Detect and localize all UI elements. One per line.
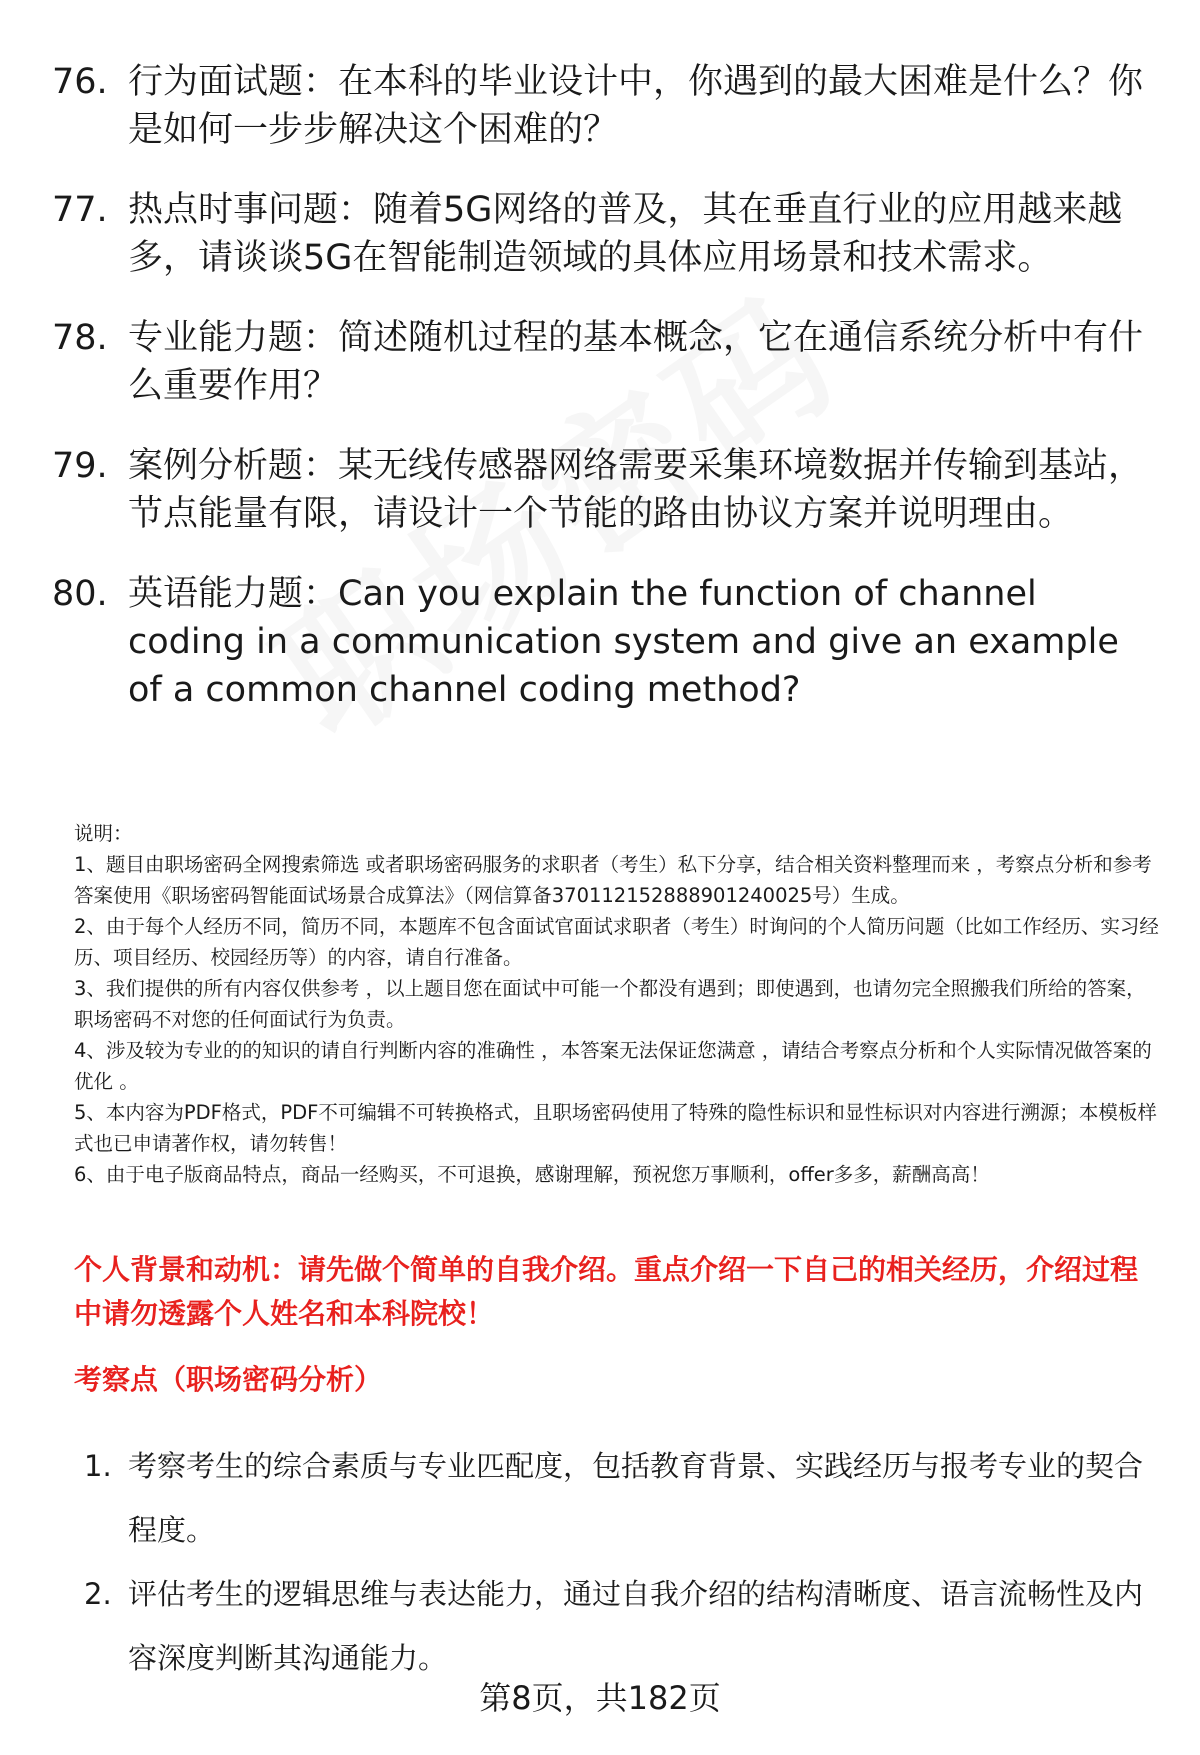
question-number: 76.	[52, 62, 108, 102]
question-item	[52, 442, 1162, 538]
note-item: 4、涉及较为专业的的知识的请自行判断内容的准确性 ，本答案无法保证您满意 ，请结合考察点分析和个人实际情况做答案的优化 。	[74, 1039, 1152, 1093]
interview-question-heading: 个人背景和动机：请先做个简单的自我介绍。重点介绍一下自己的相关经历，介绍过程中请勿透露个人姓名和本科院校！	[74, 1253, 1139, 1330]
page-footer: 第8页，共182页	[479, 1679, 721, 1717]
question-text: 专业能力题：简述随机过程的基本概念，它在通信系统分析中有什么重要作用？	[128, 318, 1144, 406]
analysis-points	[84, 1434, 1164, 1690]
note-item: 3、我们提供的所有内容仅供参考 ，以上题目您在面试中可能一个都没有遇到；即使遇到，也请勿完全照搬我们所给的答案，职场密码不对您的任何面试行为负责。	[74, 977, 1146, 1031]
analysis-point	[84, 1434, 1164, 1562]
question-number: 79.	[52, 446, 108, 486]
question-number: 77.	[52, 190, 108, 230]
question-item	[52, 186, 1162, 282]
point-text: 评估考生的逻辑思维与表达能力，通过自我介绍的结构清晰度、语言流畅性及内容深度判断其沟通能力。	[128, 1577, 1144, 1675]
question-number: 80.	[52, 574, 108, 614]
question-number: 78.	[52, 318, 108, 358]
note-item: 1、题目由职场密码全网搜索筛选 或者职场密码服务的求职者（考生）私下分享，结合相关资料整理而来 ，考察点分析和参考答案使用《职场密码智能面试场景合成算法》（网信算备370112152888901240025号）生成。	[74, 853, 1152, 907]
point-text: 考察考生的综合素质与专业匹配度，包括教育背景、实践经历与报考专业的契合程度。	[128, 1449, 1144, 1547]
question-text: 热点时事问题：随着5G网络的普及，其在垂直行业的应用越来越多，请谈谈5G在智能制造领域的具体应用场景和技术需求。	[128, 190, 1123, 278]
question-item	[52, 314, 1162, 410]
notes-title: 说明：	[74, 822, 133, 845]
question-text: 英语能力题：Can you explain the function of channel coding in a communication system and give an example of a common channel coding method?	[128, 574, 1119, 710]
question-list	[52, 58, 1162, 746]
question-text: 行为面试题：在本科的毕业设计中，你遇到的最大困难是什么？你是如何一步步解决这个困难的？	[128, 62, 1144, 150]
question-text: 案例分析题：某无线传感器网络需要采集环境数据并传输到基站，节点能量有限，请设计一个节能的路由协议方案并说明理由。	[128, 446, 1144, 534]
analysis-point	[84, 1562, 1164, 1690]
question-item	[52, 58, 1162, 154]
question-item	[52, 570, 1162, 714]
point-number: 2.	[84, 1577, 112, 1611]
note-item: 6、由于电子版商品特点，商品一经购买，不可退换，感谢理解，预祝您万事顺利，offer多多，薪酬高高！	[74, 1163, 990, 1186]
note-item: 5、本内容为PDF格式，PDF不可编辑不可转换格式，且职场密码使用了特殊的隐性标识和显性标识对内容进行溯源；本模板样式也已申请著作权，请勿转售！	[74, 1101, 1157, 1155]
note-item: 2、由于每个人经历不同，简历不同，本题库不包含面试官面试求职者（考生）时询问的个人简历问题（比如工作经历、实习经历、项目经历、校园经历等）的内容，请自行准备。	[74, 915, 1159, 969]
point-number: 1.	[84, 1449, 112, 1483]
analysis-heading: 考察点（职场密码分析）	[74, 1363, 383, 1396]
notes-section	[74, 818, 1164, 1190]
